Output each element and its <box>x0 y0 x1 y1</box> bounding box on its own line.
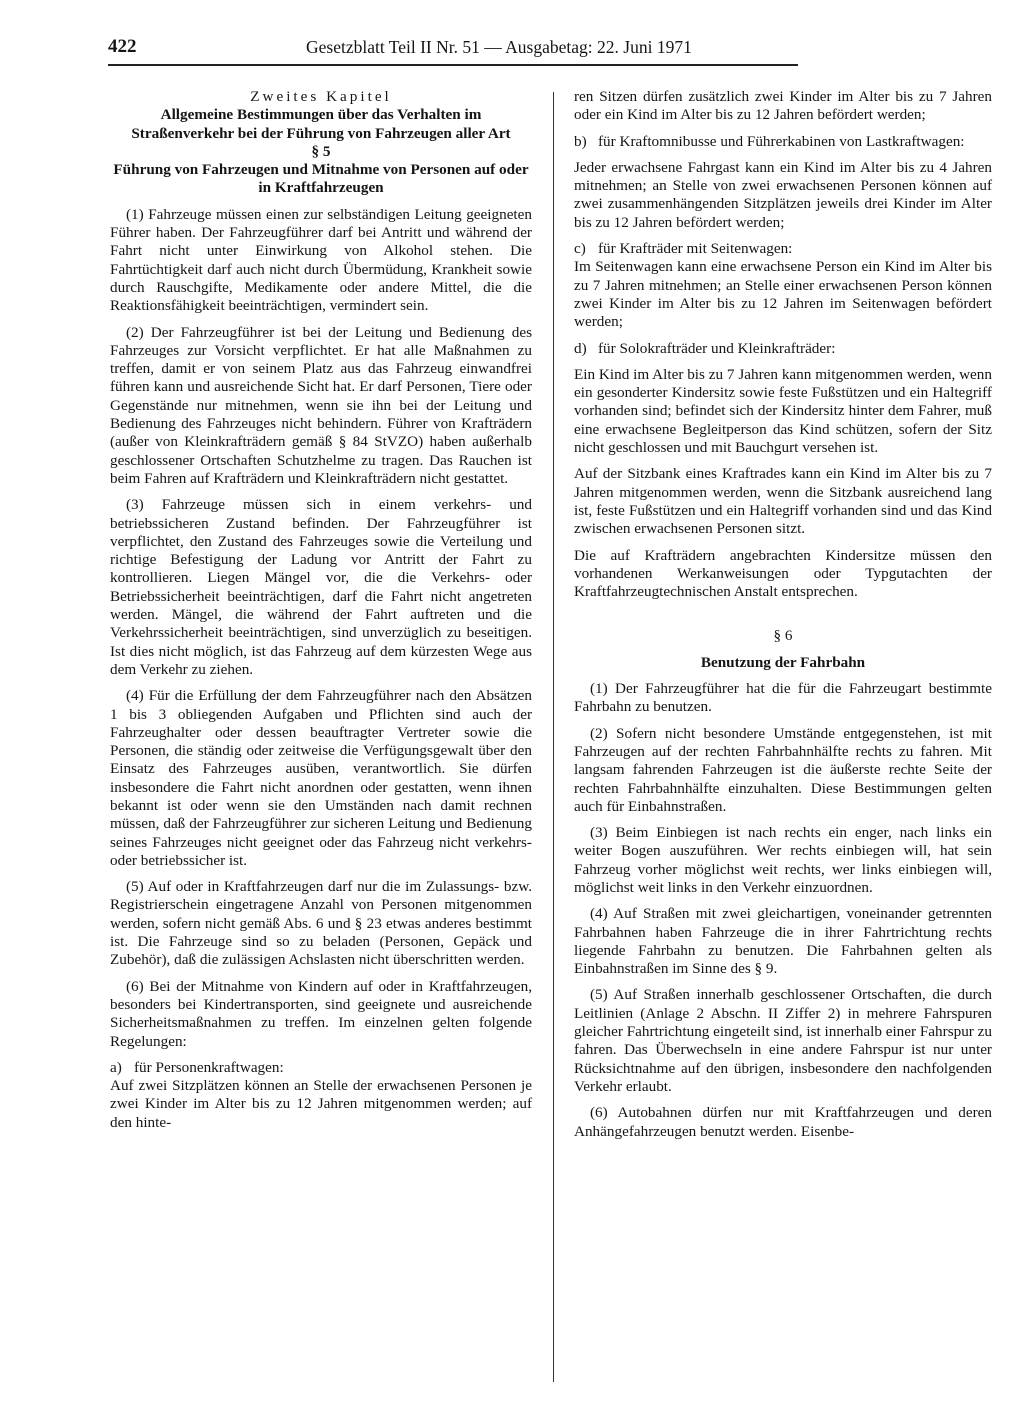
list-item-c <box>574 240 992 258</box>
section-5-number: § 5 <box>311 142 331 160</box>
page-number: 422 <box>108 36 137 57</box>
paragraph-5-2: (2) Der Fahrzeugführer ist bei der Leitung und Bedienung des Fahrzeuges zur Vorsicht verpflichtet. Er hat alle Maßnahmen zu treffen, damit er von seinem Platz aus das Fahrzeug einwandfrei führen kann und ausreichende Sicht hat. Er darf Personen, Tiere oder Gegenstände nur mitnehmen, wenn sie ihn bei der Leitung und Bedienung des Fahrzeuges nicht behindern. Führer von Krafträdern (außer von Kleinkrafträdern gemäß § 84 StVZO) haben außerhalb geschlossener Ortschaften Schutzhelme zu tragen. Das Rauchen ist beim Fahren auf Krafträdern und Kleinkrafträdern nicht gestattet. <box>110 323 532 487</box>
list-text-c: Im Seitenwagen kann eine erwachsene Person ein Kind im Alter bis zu 7 Jahren mitnehmen; an Stelle einer erwachsenen Person können zwei Kinder im Alter bis zu 12 Jahren im Seitenwagen befördert werden; <box>574 258 992 331</box>
list-label-b: b) <box>574 132 587 150</box>
running-title: Gesetzblatt Teil II Nr. 51 — Ausgabetag: 22. Juni 1971 <box>306 37 692 57</box>
section-6-number: § 6 <box>773 627 793 645</box>
list-item-d <box>574 340 992 358</box>
list-text-b: Jeder erwachsene Fahrgast kann ein Kind im Alter bis zu 4 Jahren mitnehmen; an Stelle von zwei erwachsenen Personen können auf zwei zusammenhängenden Sitzplätzen jeweils drei Kinder im Alter bis zu 12 Jahren befördert werden; <box>574 158 992 231</box>
page-header <box>108 32 798 66</box>
paragraph-6-4: (4) Auf Straßen mit zwei gleichartigen, voneinander getrennten Fahrbahnen haben Fahrzeuge die in ihrer Fahrtrichtung rechts liegende Fahrbahn zu benutzen. Die Fahrbahnen gelten als Einbahnstraßen im Sinne des § 9. <box>574 905 992 978</box>
list-head-b: für Kraftomnibusse und Führerkabinen von Lastkraftwagen: <box>598 132 965 150</box>
paragraph-5-3: (3) Fahrzeuge müssen sich in einem verkehrs- und betriebssicheren Zustand befinden. Der Fahrzeugführer ist verpflichtet, den Zustand des Fahrzeuges sowie die Verteilung und richtige Befestigung der Ladung vor Antritt der Fahrt zu kontrollieren. Liegen Mängel vor, die die Verkehrs- oder Betriebssicherheit beeinträchtigen, darf die Fahrt nicht angetreten werden. Mängel, die während der Fahrt auftreten und die Verkehrssicherheit beeinträchtigen, sind unverzüglich zu beseitigen. Ist dies nicht möglich, ist das Fahrzeug auf dem kürzesten Wege aus dem Verkehr zu ziehen. <box>110 496 532 678</box>
column-divider <box>553 92 554 1382</box>
paragraph-5-5: (5) Auf oder in Kraftfahrzeugen darf nur die im Zulassungs- bzw. Registrierschein eingetragene Anzahl von Personen mitgenommen werden, sofern nicht gemäß Abs. 6 und § 23 etwas anderes bestimmt ist. Die Fahrzeuge sind so zu beladen (Personen, Gepäck und Zubehör), daß die zulässigen Achslasten nicht überschritten werden. <box>110 878 532 969</box>
list-text-a-start: Auf zwei Sitzplätzen können an Stelle der erwachsenen Personen je zwei Kinder im Alter bis zu 12 Jahren mitgenommen werden; auf den hinte- <box>110 1077 532 1131</box>
paragraph-6-1: (1) Der Fahrzeugführer hat die für die Fahrzeugart bestimmte Fahrbahn zu benutzen. <box>574 680 992 716</box>
paragraph-6-6: (6) Autobahnen dürfen nur mit Kraftfahrzeugen und deren Anhängefahrzeugen benutzt werden. Eisenbe- <box>574 1104 992 1140</box>
paragraph-6-2: (2) Sofern nicht besondere Umstände entgegenstehen, ist mit Fahrzeugen auf der rechten Fahrbahnhälfte rechts zu fahren. Mit langsam fahrenden Fahrzeugen ist die äußerste rechte Seite der rechten Fahrbahnhälfte einzuhalten. Diese Bestimmungen gelten auch für Einbahnstraßen. <box>574 724 992 815</box>
chapter-heading: Zweites Kapitel <box>250 88 392 105</box>
list-text-d-1: Ein Kind im Alter bis zu 7 Jahren kann mitgenommen werden, wenn ein gesonderter Kindersitz sowie feste Fußstützen und ein Haltegriff vorhanden sind; befindet sich der Kindersitz hinter dem Fahrer, muß eine erwachsene Begleitperson das Kind schützen, sofern der Sitz nicht geschlossen und mit Bauchgurt versehen ist. <box>574 365 992 457</box>
closing-paragraph: Die auf Krafträdern angebrachten Kindersitze müssen den vorhandenen Werkanweisungen oder Typgutachten der Kraftfahrzeugtechnischen Anstalt entsprechen. <box>574 546 992 601</box>
paragraph-5-6: (6) Bei der Mitnahme von Kindern auf oder in Kraftfahrzeugen, besonders bei Kindertransporten, sind geeignete und ausreichende Sicherheitsmaßnahmen zu treffen. Im einzelnen gelten folgende Regelungen: <box>110 977 532 1050</box>
list-label-d: d) <box>574 339 587 357</box>
paragraph-6-3: (3) Beim Einbiegen ist nach rechts ein enger, nach links ein weiter Bogen auszuführen. Wer rechts einbiegen will, hat sein Fahrzeug vorher möglichst weit rechts, wer links einbiegen will, möglichst weit links in den Verkehr einzuordnen. <box>574 824 992 896</box>
list-label-c: c) <box>574 240 586 258</box>
section-5-title: Führung von Fahrzeugen und Mitnahme von Personen auf oder in Kraftfahrzeugen <box>113 161 529 197</box>
list-head-d: für Solokrafträder und Kleinkrafträder: <box>598 339 836 357</box>
right-column <box>574 88 992 1141</box>
paragraph-5-1: (1) Fahrzeuge müssen einen zur selbständigen Leitung geeigneten Führer haben. Der Fahrzeugführer darf bei Antritt und während der Fahrt nicht unter Einwirkung von Alkohol stehen. Die Fahrtüchtigkeit darf auch nicht durch Übermüdung, Krankheit sowie durch Rauschgifte, Medikamente oder andere Mittel, die die Reaktionsfähigkeit beeinträchtigen, vermindert sein. <box>110 205 532 315</box>
chapter-title: Allgemeine Bestimmungen über das Verhalten im Straßenverkehr bei der Führung von Fahrzeugen aller Art <box>131 106 511 142</box>
list-text-a-end: ren Sitzen dürfen zusätzlich zwei Kinder im Alter bis zu 7 Jahren oder ein Kind im Alter bis zu 12 Jahren befördert werden; <box>574 88 992 124</box>
list-label-a: a) <box>110 1058 122 1076</box>
list-head-a: für Personenkraftwagen: <box>134 1058 284 1076</box>
left-column <box>110 88 532 1132</box>
list-text-d-2: Auf der Sitzbank eines Kraftrades kann ein Kind im Alter bis zu 7 Jahren mitgenommen werden, wenn die Sitzbank ausreichend lang ist, feste Fußstützen und ein Haltegriff vorhanden sind und das Kind zwischen erwachsenen Personen sitzt. <box>574 465 992 538</box>
paragraph-6-5: (5) Auf Straßen innerhalb geschlossener Ortschaften, die durch Leitlinien (Anlage 2 Abschn. II Ziffer 2) in mehrere Fahrspuren gleicher Fahrtrichtung eingeteilt sind, ist innerhalb einer Fahrspur zu fahren. Das Überwechseln in eine andere Fahrspur ist nur unter Rücksichtnahme auf den übrigen, insbesondere den nachfolgenden Verkehr erlaubt. <box>574 986 992 1095</box>
list-head-c: für Krafträder mit Seitenwagen: <box>598 240 793 258</box>
list-item-b <box>574 133 992 151</box>
list-item-a <box>110 1059 532 1077</box>
section-6-title: Benutzung der Fahrbahn <box>700 653 866 671</box>
paragraph-5-4: (4) Für die Erfüllung der dem Fahrzeugführer nach den Absätzen 1 bis 3 obliegenden Aufgaben und Pflichten sind auch der Fahrzeughalter oder dessen beauftragter Vertreter sowie die Personen, die ständig oder zeitweise die Verfügungsgewalt über den Einsatz des Fahrzeuges ausüben, verantwortlich. Sie dürfen insbesondere die Fahrt nicht anordnen oder gestatten, wenn ihnen bekannt ist oder wenn sie den Umständen nach damit rechnen müssen, daß der Fahrzeugführer zur sicheren Leitung und Bedienung seines Fahrzeuges nicht geeignet oder das Fahrzeug nicht verkehrs- oder betriebssicher ist. <box>110 687 532 869</box>
